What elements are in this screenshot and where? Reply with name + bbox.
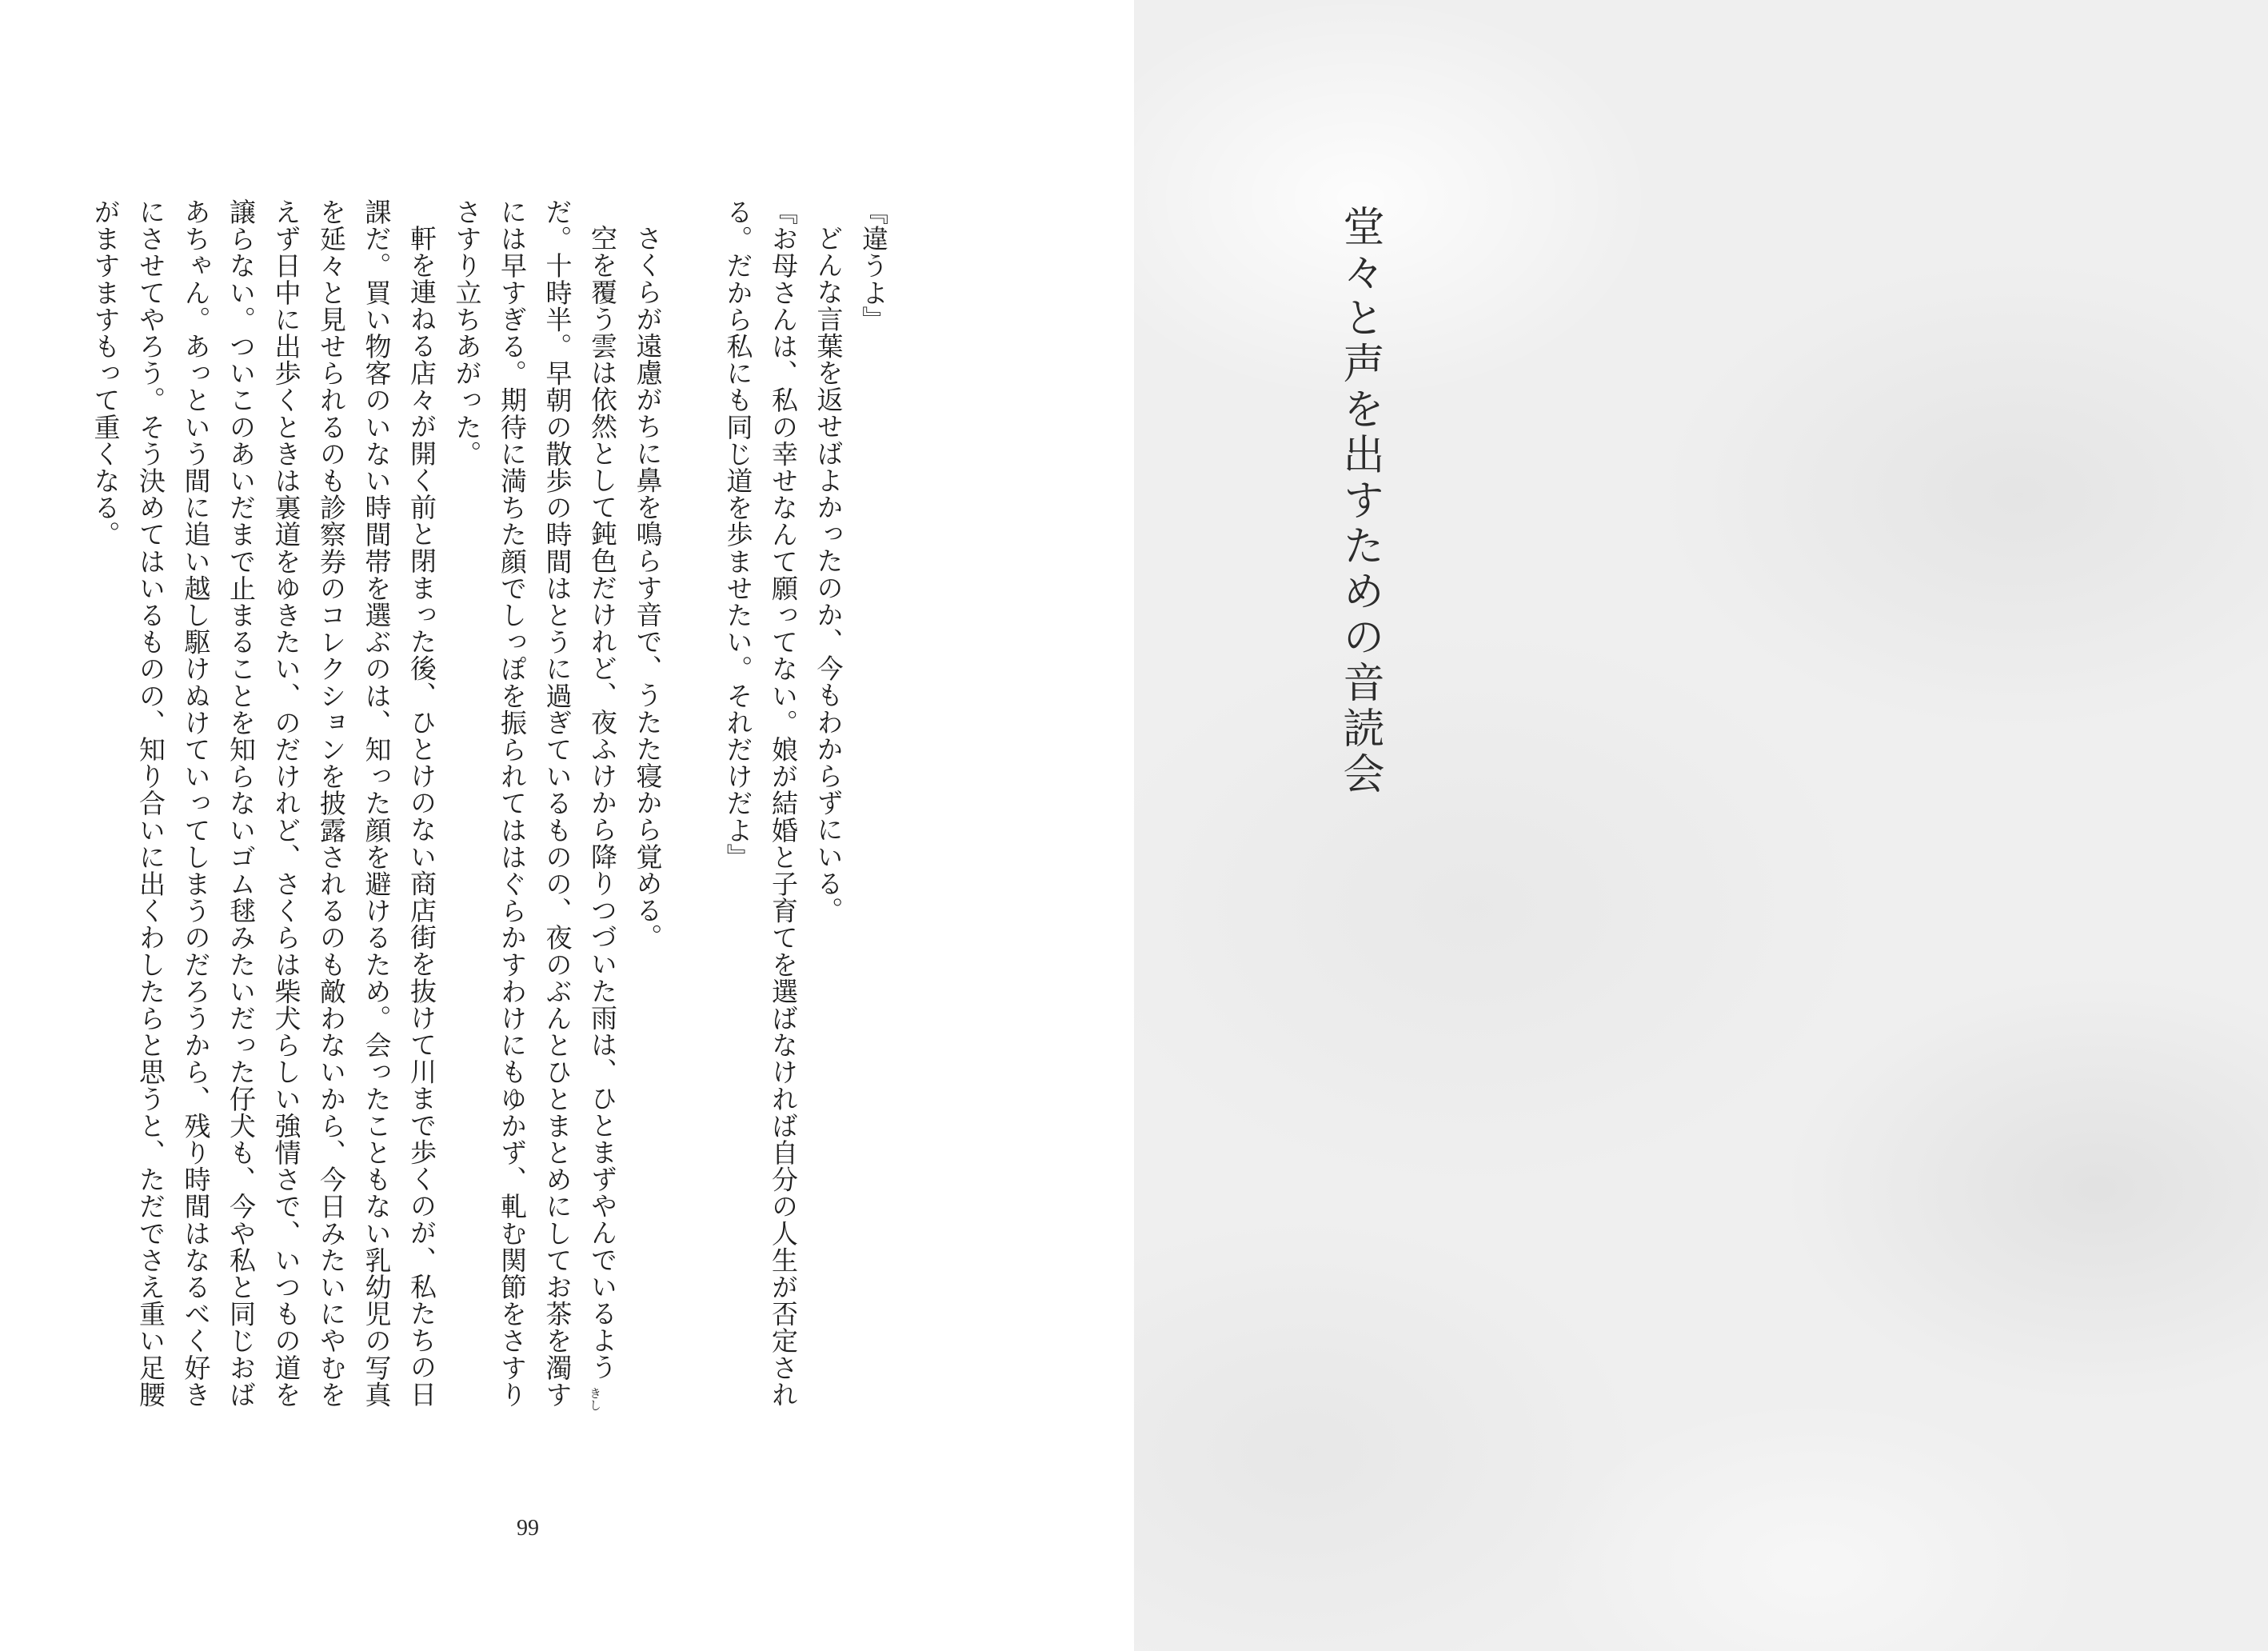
body-text	[82, 198, 896, 1430]
chapter-title: 堂々と声を出すための音読会	[1336, 205, 1384, 798]
blank-line	[670, 198, 716, 1430]
right-page	[1134, 0, 2268, 1651]
paragraph: 『お母さんは、私の幸せなんて願ってない。娘が結婚と子育てを選ばなければ自分の人生が否定される。だから私にも同じ道を歩ませたい。それだけだよ』	[722, 198, 799, 1408]
paragraph: 空を覆う雲は依然として鈍色だけれど、夜ふけから降りつづいた雨は、ひとまずやんでいるようだ。十時半。早朝の散歩の時間はとうに過ぎているものの、夜のぶんとひとまとめにしてお茶を濁すには早すぎる。期待に満ちた顔でしっぽを振られてははぐらかすわけにもゆかず、軋む関節をさすりさすり立ちあがった。	[451, 198, 618, 1408]
paragraph: さくらが遠慮がちに鼻を鳴らす音で、うたた寝から覚める。	[632, 225, 664, 951]
ruby-annotation: きし	[588, 1387, 602, 1411]
paragraph: 『違うよ』	[858, 198, 889, 333]
paragraph: 軒を連ねる店々が開く前と閉まった後、ひとけのない商店街を抜けて川まで歩くのが、私たちの日課だ。買い物客のいない時間帯を選ぶのは、知った顔を避けるため。会ったこともない乳幼児の写真を延々と見せられるのも診察券のコレクションを披露されるのも敵わないから、今日みたいにやむをえず日中に出歩くときは裏道をゆきたい、のだけれど、さくらは柴犬らしい強情さで、いつもの道を譲らない。ついこのあいだまで止まることを知らないゴム毬みたいだった仔犬も、今や私と同じおばあちゃん。あっという間に追い越し駆けぬけていってしまうのだろうから、残り時間はなるべく好きにさせてやろう。そう決めてはいるものの、知り合いに出くわしたらと思うと、ただでさえ重い足腰がますますもって重くなる。	[90, 198, 437, 1408]
paragraph: どんな言葉を返せばよかったのか、今もわからずにいる。	[813, 225, 845, 924]
page-number: 99	[517, 1516, 539, 1541]
